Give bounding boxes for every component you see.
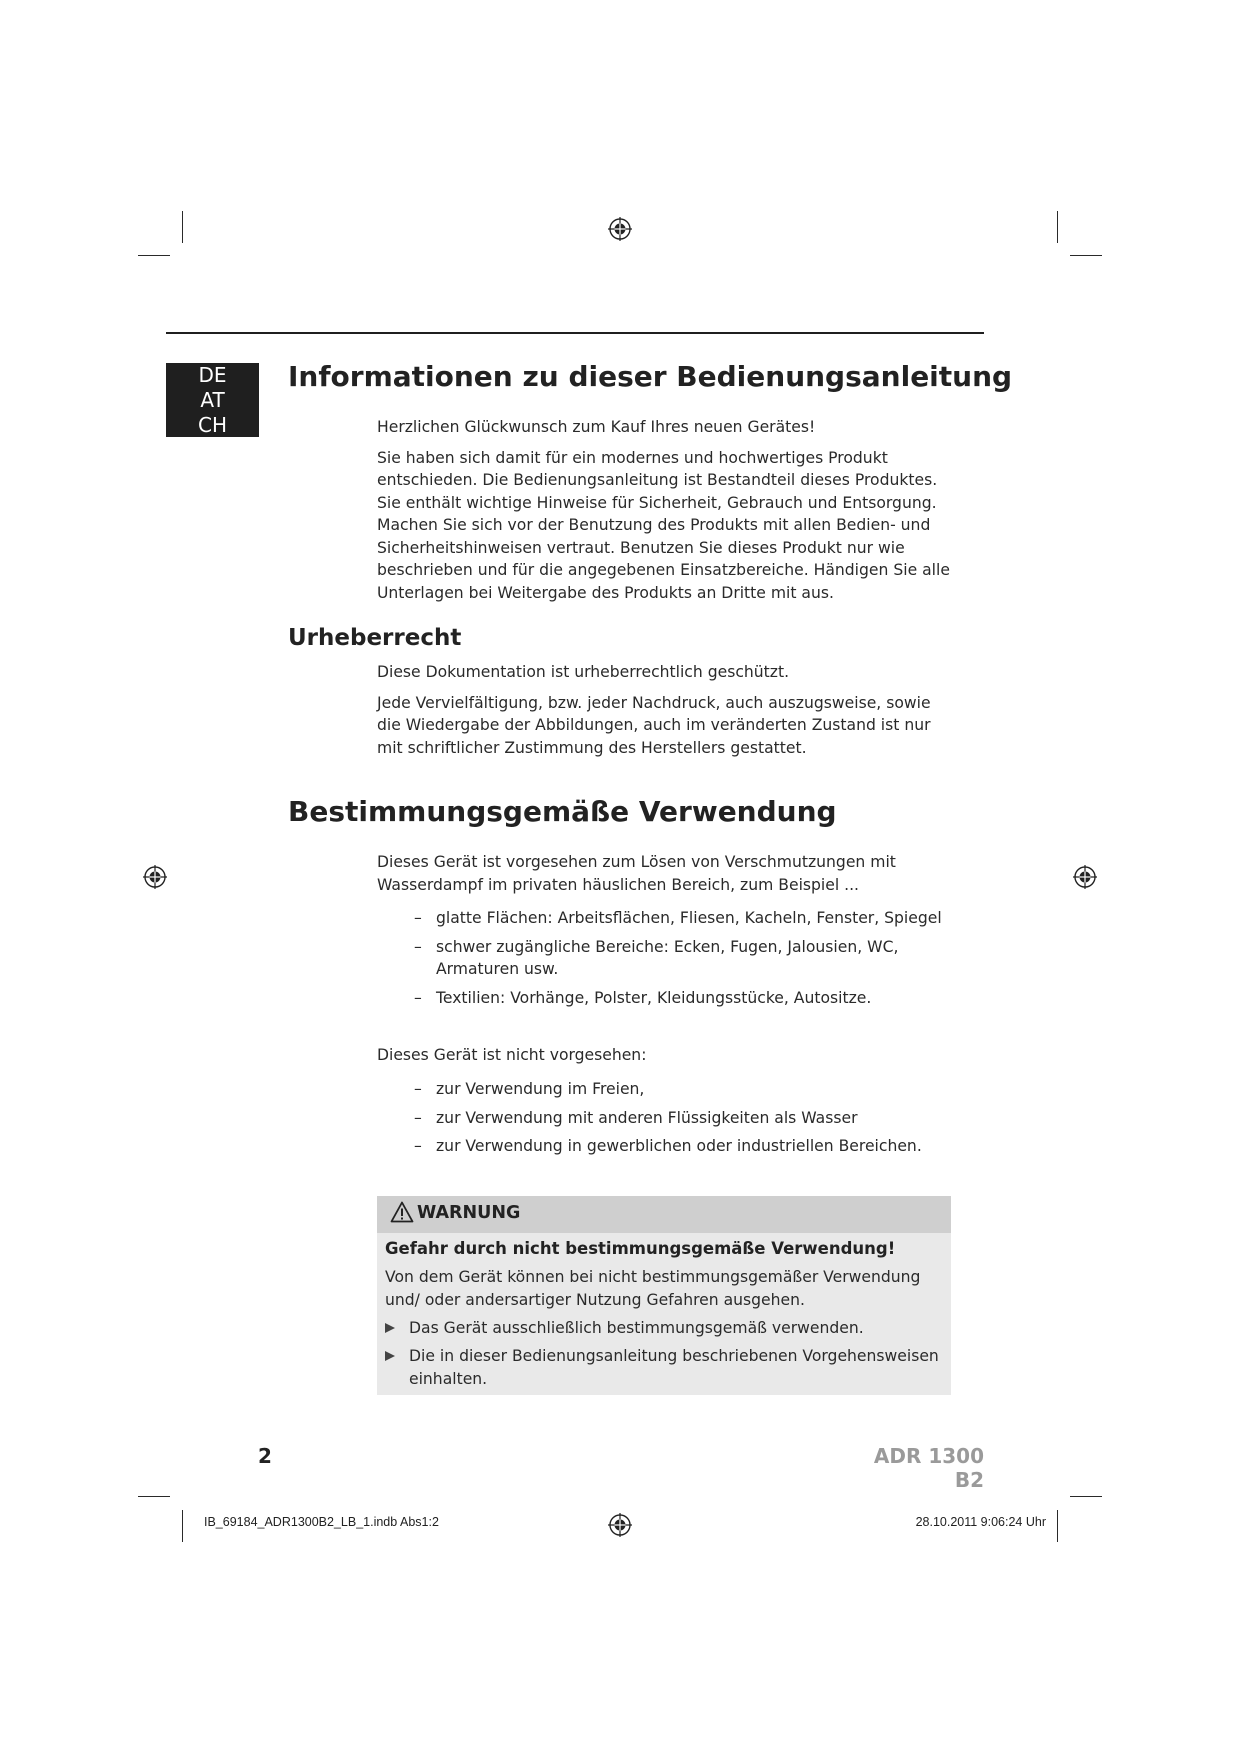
warning-text: Von dem Gerät können bei nicht bestimmungsgemäßer Verwendung und/ oder andersartiger Nutzung Gefahren ausgehen. xyxy=(385,1268,921,1309)
print-slug-date: 28.10.2011 9:06:24 Uhr xyxy=(915,1515,1046,1529)
print-slug-file: IB_69184_ADR1300B2_LB_1.indb Abs1:2 xyxy=(204,1515,439,1529)
paragraph: Dieses Gerät ist nicht vorgesehen: xyxy=(377,1046,647,1064)
list-item: – zur Verwendung mit anderen Flüssigkeiten als Wasser xyxy=(414,1108,858,1127)
crop-mark xyxy=(182,1510,183,1542)
warning-header xyxy=(377,1196,951,1233)
paragraph: Sie haben sich damit für ein modernes und hochwertiges Produkt entschieden. Die Bedienungsanleitung ist Bestandteil dieses Produktes. Sie enthält wichtige Hinweise für Sicherheit, Gebrauch und Entsorgung. Machen Sie sich vor der Benutzung des Produkts mit allen Bedien- und Sicherheitshinweisen vertraut. Benutzen Sie dieses Produkt nur wie beschrieben und für die angegebenen Einsatzbereiche. Händigen Sie alle Unterlagen bei Weitergabe des Produkts an Dritte mit aus. xyxy=(377,448,950,602)
warning-triangle-icon xyxy=(390,1201,414,1223)
model-name: ADR 1300 B2 xyxy=(873,1444,984,1492)
language-tab xyxy=(166,363,259,437)
paragraph: Jede Vervielfältigung, bzw. jeder Nachdruck, auch auszugsweise, sowie die Wiedergabe der Abbildungen, auch im veränderten Zustand ist nur mit schriftlicher Zustimmung des Herstellers gestattet. xyxy=(377,693,931,757)
intended-use-list xyxy=(414,907,959,1015)
arrow-bullet-icon xyxy=(385,1323,395,1333)
section-title: Urheberrecht xyxy=(288,625,462,651)
section-title: Informationen zu dieser Bedienungsanleitung xyxy=(288,360,1013,393)
warning-box xyxy=(377,1196,951,1395)
list-item: – zur Verwendung im Freien, xyxy=(414,1080,645,1098)
arrow-bullet-icon xyxy=(385,1351,395,1361)
paragraph: Herzlichen Glückwunsch zum Kauf Ihres neuen Gerätes! xyxy=(377,418,816,436)
crop-mark xyxy=(1057,211,1058,243)
list-item: – zur Verwendung in gewerblichen oder industriellen Bereichen. xyxy=(414,1137,922,1155)
registration-mark-icon xyxy=(1072,864,1098,890)
registration-mark-icon xyxy=(607,216,633,242)
crop-mark xyxy=(138,1496,170,1497)
crop-mark xyxy=(138,255,170,256)
section-title: Bestimmungsgemäße Verwendung xyxy=(288,795,837,828)
not-intended-list xyxy=(414,1078,959,1164)
warning-action-item: Das Gerät ausschließlich bestimmungsgemäß verwenden. xyxy=(385,1317,940,1340)
crop-mark xyxy=(182,211,183,243)
section-body xyxy=(377,416,957,604)
language-code: CH xyxy=(197,413,227,437)
list-item: – glatte Flächen: Arbeitsflächen, Fliesen, Kacheln, Fenster, Spiegel xyxy=(414,909,942,927)
crop-mark xyxy=(1070,255,1102,256)
list-item: – Textilien: Vorhänge, Polster, Kleidungsstücke, Autositze. xyxy=(414,988,872,1007)
warning-subtitle: Gefahr durch nicht bestimmungsgemäße Verwendung! xyxy=(385,1239,896,1258)
page-number: 2 xyxy=(258,1444,272,1468)
registration-mark-icon xyxy=(607,1512,633,1538)
registration-mark-icon xyxy=(142,864,168,890)
paragraph: Diese Dokumentation ist urheberrechtlich geschützt. xyxy=(377,663,790,681)
crop-mark xyxy=(1057,1510,1058,1542)
warning-actions xyxy=(385,1317,940,1396)
crop-mark xyxy=(1070,1496,1102,1497)
list-item: – schwer zugängliche Bereiche: Ecken, Fugen, Jalousien, WC, Armaturen usw. xyxy=(414,937,899,978)
warning-label: WARNUNG xyxy=(417,1203,521,1223)
header-rule xyxy=(166,332,984,334)
paragraph: Dieses Gerät ist vorgesehen zum Lösen von Verschmutzungen mit Wasserdampf im privaten häuslichen Bereich, zum Beispiel ... xyxy=(377,853,896,894)
language-code: DE xyxy=(198,363,227,387)
warning-action-item: Die in dieser Bedienungsanleitung beschriebenen Vorgehensweisen einhalten. xyxy=(385,1345,940,1391)
language-code: AT xyxy=(200,388,225,412)
section-body xyxy=(377,661,957,759)
